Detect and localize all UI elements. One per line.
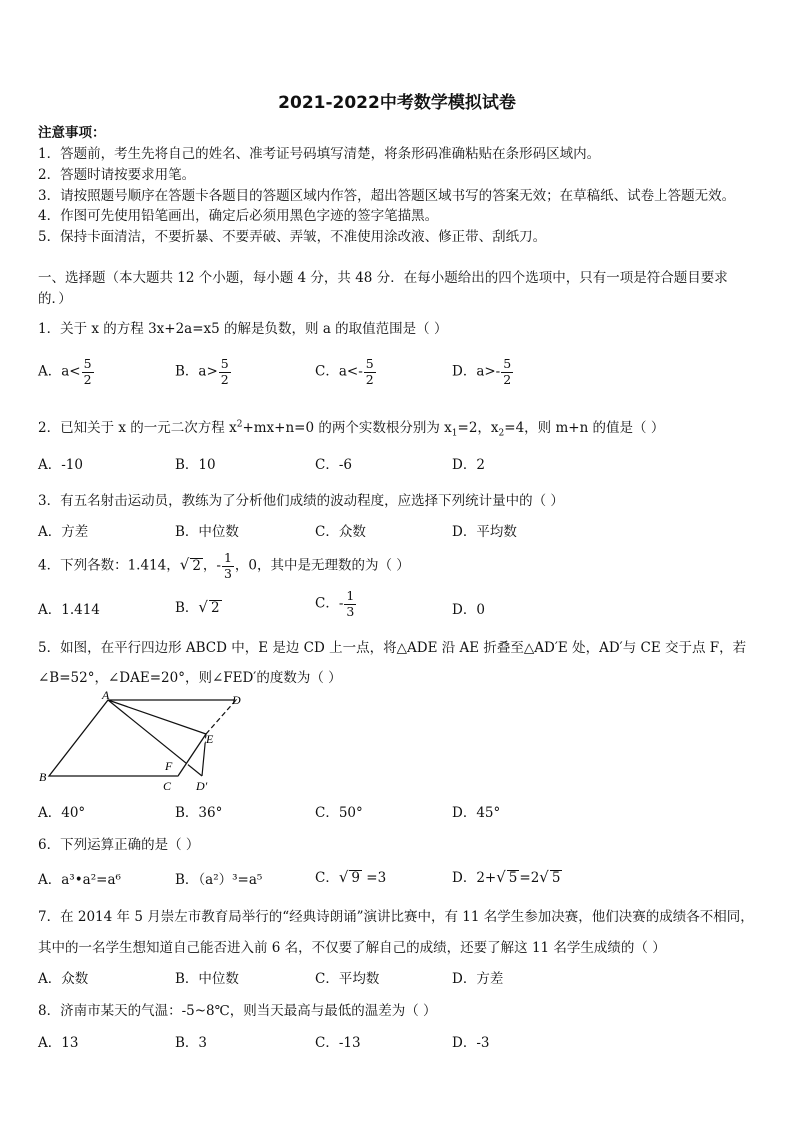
q2-option-d: D．2 [452, 457, 485, 473]
fraction: $\frac{5}{2}$ [365, 356, 374, 387]
q6-option-b: B．（a²）³=a⁵ [175, 872, 263, 888]
q3-option-b: B．中位数 [175, 524, 239, 540]
q4-option-c: C．- $\frac{1}{3}$ [315, 588, 355, 619]
q6-option-c: C．√ 9 =3 [315, 868, 387, 886]
q1-option-d: D．a>- $\frac{5}{2}$ [452, 356, 512, 387]
segment-ce [178, 734, 206, 776]
label-a: A [102, 690, 110, 702]
q7-option-d: D．方差 [452, 971, 504, 987]
segment-ae [108, 700, 206, 734]
question-5-stem-cont: ∠B=52°，∠DAE=20°，则∠FED′的度数为（ ） [38, 670, 342, 686]
question-1-stem: 1．关于 x 的方程 3x+2a=x5 的解是负数，则 a 的取值范围是（ ） [38, 321, 448, 337]
fraction: $\frac{5}{2}$ [83, 356, 92, 387]
q5-option-a: A．40° [38, 805, 86, 821]
question-7-stem: 7．在 2014 年 5 月崇左市教育局举行的“经典诗朗诵”演讲比赛中，有 11 名学生参加决赛，他们决赛的成绩各不相同， [38, 909, 754, 925]
note-item: 3．请按照题号顺序在答题卡各题目的答题区域内作答，超出答题区域书写的答案无效；在草稿纸、试卷上答题无效。 [38, 188, 736, 204]
label-f: F [165, 759, 173, 773]
fraction: $\frac{5}{2}$ [503, 356, 512, 387]
fraction: $\frac{5}{2}$ [220, 356, 229, 387]
q8-option-d: D．-3 [452, 1035, 490, 1051]
question-6-stem: 6．下列运算正确的是（ ） [38, 837, 200, 853]
note-item: 5．保持卡面清洁，不要折暴、不要弄破、弄皱，不准使用涂改液、修正带、刮纸刀。 [38, 229, 547, 245]
question-3-stem: 3．有五名射击运动员，教练为了分析他们成绩的波动程度，应选择下列统计量中的（ ） [38, 493, 564, 509]
section-heading: 一、选择题（本大题共 12 个小题，每小题 4 分，共 48 分．在每小题给出的四个选项中，只有一项是符合题目要求 [38, 270, 728, 286]
q3-option-c: C．众数 [315, 524, 366, 540]
question-8-stem: 8．济南市某天的气温：-5~8℃，则当天最高与最低的温差为（ ） [38, 1003, 437, 1019]
q3-option-d: D．平均数 [452, 524, 517, 540]
q5-option-c: C．50° [315, 805, 363, 821]
q1-option-a: A．a< $\frac{5}{2}$ [38, 356, 92, 387]
section-heading-cont: 的．） [38, 291, 72, 307]
label-c: C [163, 779, 172, 793]
q3-option-a: A．方差 [38, 524, 89, 540]
q4-option-a: A．1.414 [38, 602, 100, 618]
q6-option-d: D．2+√ 5 =2√ 5 [452, 868, 561, 886]
label-d: D [232, 693, 241, 707]
q1-option-c: C．a<- $\frac{5}{2}$ [315, 356, 374, 387]
q7-option-c: C．平均数 [315, 971, 380, 987]
note-item: 1．答题前，考生先将自己的姓名、准考证号码填写清楚，将条形码准确粘贴在条形码区域内。 [38, 146, 601, 162]
q1-option-b: B．a> $\frac{5}{2}$ [175, 356, 229, 387]
question-5-stem: 5．如图，在平行四边形 ABCD 中，E 是边 CD 上一点，将△ADE 沿 AE 折叠至△AD′E 处，AD′与 CE 交于点 F，若 [38, 640, 747, 656]
q8-option-b: B．3 [175, 1035, 208, 1051]
label-d-prime: D′ [196, 779, 208, 793]
parallelogram-figure [36, 690, 252, 794]
question-2-stem: 2．已知关于 x 的一元二次方程 $x^2+mx+n=0$ 的两个实数根分别为 $x_1=2$，$x_2=4$，则 m+n 的值是（ ） [38, 419, 665, 439]
q5-option-b: B．36° [175, 805, 223, 821]
question-7-stem-cont: 其中的一名学生想知道自己能否进入前 6 名，不仅要了解自己的成绩，还要了解这 11 名学生成绩的（ ） [38, 940, 666, 956]
q4-option-d: D．0 [452, 602, 485, 618]
q5-option-d: D．45° [452, 805, 501, 821]
q7-option-b: B．中位数 [175, 971, 239, 987]
fraction: $\frac{1}{3}$ [223, 550, 232, 581]
q2-option-a: A．-10 [38, 457, 83, 473]
q2-option-b: B．10 [175, 457, 216, 473]
notes-heading: 注意事项： [38, 125, 106, 141]
q4-option-b: B．√ 2 [175, 598, 220, 616]
note-item: 4．作图可先使用铅笔画出，确定后必须用黑色字迹的签字笔描黑。 [38, 208, 439, 224]
label-b: B [39, 770, 47, 784]
label-e: E [206, 732, 214, 746]
q8-option-c: C．-13 [315, 1035, 361, 1051]
note-item: 2．答题时请按要求用笔。 [38, 167, 196, 183]
q7-option-a: A．众数 [38, 971, 89, 987]
fraction: $\frac{1}{3}$ [346, 588, 355, 619]
question-4-stem: 4．下列各数：1.414，√ 2 ，- $\frac{1}{3}$ ，0，其中是无理数的为（ ） [38, 550, 410, 581]
q6-option-a: A．a³•a²=a⁶ [38, 872, 121, 888]
q8-option-a: A．13 [38, 1035, 79, 1051]
page-title: 2021-2022中考数学模拟试卷 [278, 93, 516, 113]
q2-option-c: C．-6 [315, 457, 352, 473]
